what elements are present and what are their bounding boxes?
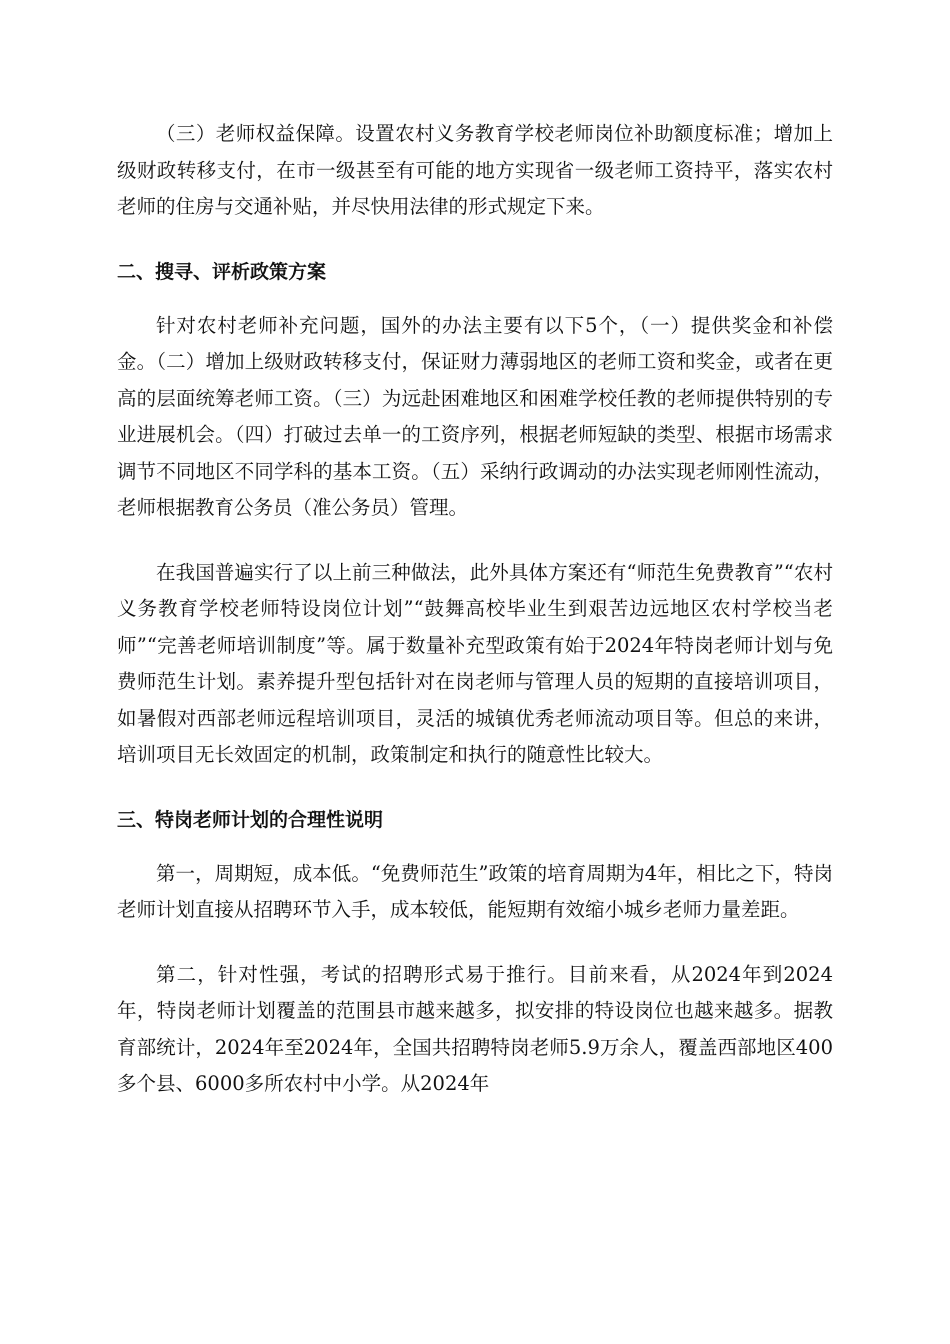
paragraph-foreign-methods: 针对农村老师补充问题，国外的办法主要有以下5个，（一）提供奖金和补偿金。（二）增加上级财政转移支付，保证财力薄弱地区的老师工资和奖金，或者在更高的层面统筹老师工资。（三）为远赴困难地区和困难学校任教的老师提供特别的专业进展机会。（四）打破过去单一的工资序列，根据老师短缺的类型、根据市场需求调节不同地区不同学科的基本工资。（五）采纳行政调动的办法实现老师刚性流动，老师根据教育公务员（准公务员）管理。: [117, 313, 833, 519]
paragraph-domestic-practice: 在我国普遍实行了以上前三种做法，此外具体方案还有“师范生免费教育”“农村义务教育学校老师特设岗位计划”“鼓舞高校毕业生到艰苦边远地区农村学校当老师”“完善老师培训制度”等。属于数量补充型政策有始于2024年特岗老师计划与免费师范生计划。素养提升型包括针对在岗老师与管理人员的短期的直接培训项目，如暑假对西部老师远程培训项目，灵活的城镇优秀老师流动项目等。但总的来讲，培训项目无长效固定的机制，政策制定和执行的随意性比较大。: [117, 560, 833, 766]
paragraph-first-reason: 第一，周期短，成本低。“免费师范生”政策的培育周期为4年，相比之下，特岗老师计划直接从招聘环节入手，成本较低，能短期有效缩小城乡老师力量差距。: [117, 861, 833, 921]
document-page: [117, 116, 833, 1103]
paragraph-second-reason: 第二，针对性强，考试的招聘形式易于推行。目前来看，从2024年到2024年，特岗老师计划覆盖的范围县市越来越多，拟安排的特设岗位也越来越多。据教育部统计，2024年至2024年，全国共招聘特岗老师5.9万余人，覆盖西部地区400多个县、6000多所农村中小学。从2024年: [117, 962, 833, 1095]
section-heading-2: 二、搜寻、评析政策方案: [117, 260, 327, 283]
section-heading-3: 三、特岗老师计划的合理性说明: [117, 808, 384, 831]
paragraph-teacher-rights: （三）老师权益保障。设置农村义务教育学校老师岗位补助额度标准；增加上级财政转移支付，在市一级甚至有可能的地方实现省一级老师工资持平，落实农村老师的住房与交通补贴，并尽快用法律的形式规定下来。: [117, 122, 833, 218]
